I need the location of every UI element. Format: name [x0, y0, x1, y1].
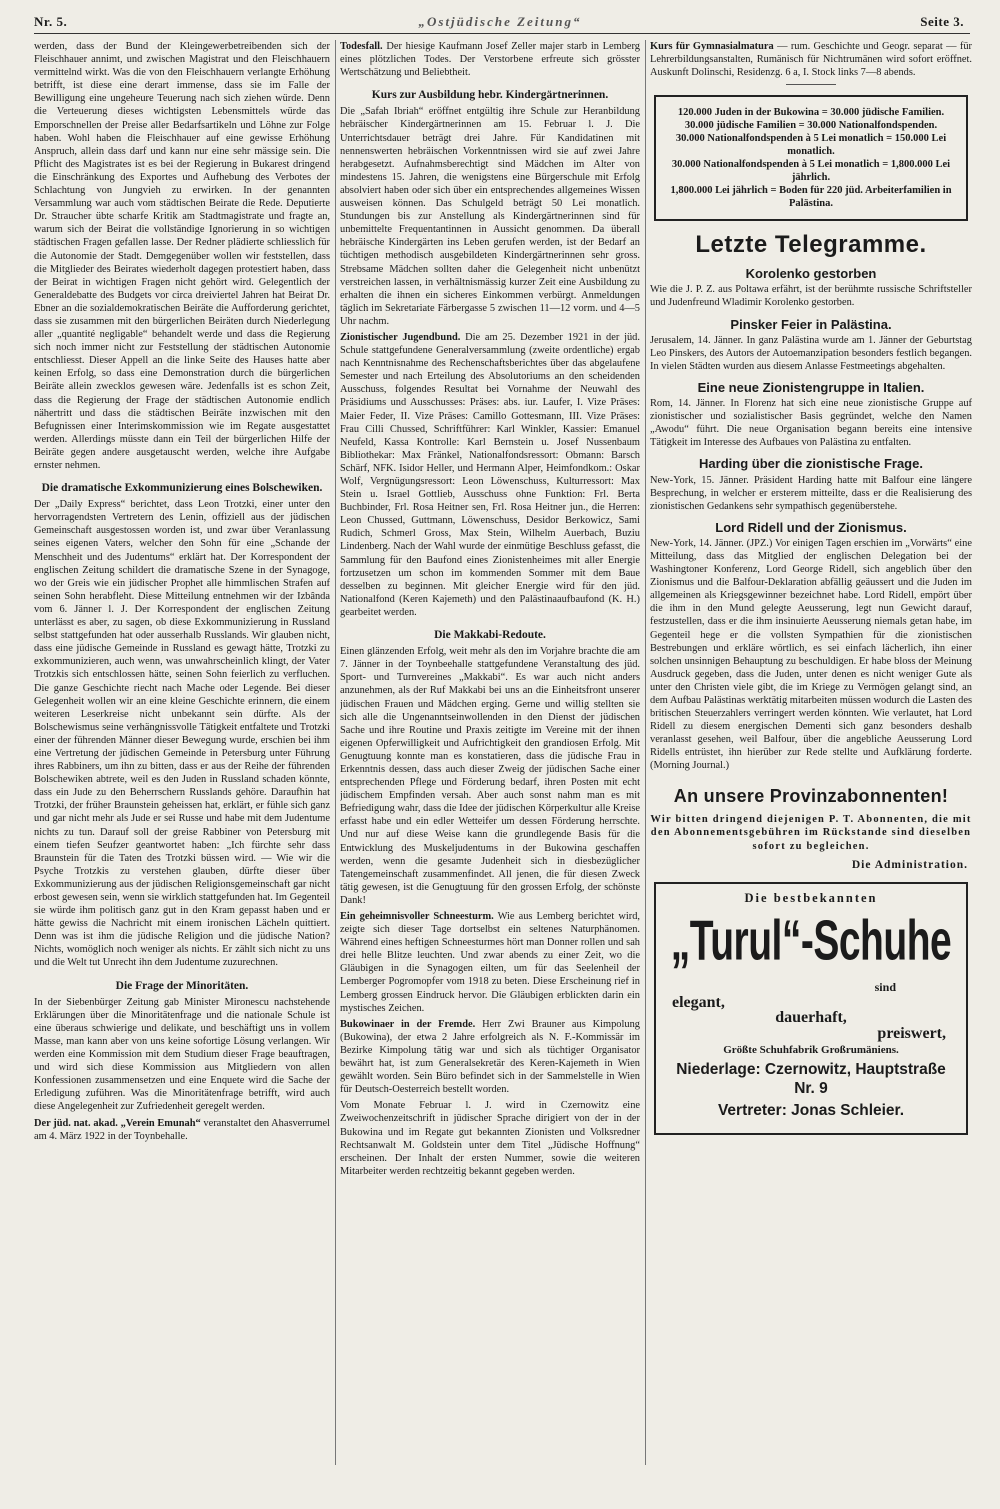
text-todesfall: Der hiesige Kaufmann Josef Zeller majer starb in Lemberg eines plötzlichen Todes. Der Verstorbene erfreute sich grösster Wertschätzung und Beliebtheit. [340, 41, 640, 79]
article-todesfall [340, 40, 640, 79]
separator [786, 84, 836, 85]
notice-emunah-text: veranstaltet den Ahasverrumel am 4. März 1922 in der Toynbehalle. [34, 1117, 330, 1142]
article-bukowinaer [340, 1018, 640, 1097]
provinz-title: An unsere Provinzabonnenten! [673, 785, 949, 806]
heading-jugendbund: Zionistischer Jugendbund. [340, 331, 461, 343]
telegram-harding: New-York, 15. Jänner. Präsident Harding hatte mit Balfour eine längere Besprechung, in welcher er ersterem mitteilte, dass er die Realisierung des zionistischen Gedankens sehr sympathisch gegenüberstehe. [650, 474, 972, 512]
text-jugendbund: Die am 25. Dezember 1921 in der jüd. Schule stattgefundene Generalversammlung (zweite ordentliche) ergab nach Kenntnisnahme des Rechenschaftsberichtes über das abgelaufene Semester und nach Erteilung des Absolutoriums an den scheidenden Ausschuss, folgendes Resultat bei Vornahme der Neuwahl des Präsidiums und Ausschusses: Präses: abs. iur. Laufer, I. Vize Präses: Maier Feder, II. Vize Präses: Camillo Gottesmann, III. Vize Präses: Frau Cilli Chussed, Schriftführer: Karl Winkler, Kassier: Emanuel Neufeld, Kassa Kontrolle: Karl Bernstein u. Josef Nussenbaum Bibliothekar: Max Fränkel, Nationalfondsressort: Obmann: Barsch Schärf, NFK. Isidor Heller, und Hermann Alper, Heimfondkom.: Oskar Wolf, Vergnügungsressort: Leon Löwenschuss, Kulturressort: Max Stein u. Israel Gottlieb, Ausschuss ohne Funktion: Frl. Berta Buchbinder, Frl. Rosa Heitner sen, Frl. Rosa Heitner jun., die Herren: Leon Chussed, Guttmann, Löwenschuss, Desidor Berkowicz, Sami Rudich, Schmerl Gross, Max Stein, Wilhelm Auerbach, Buziu Lindenberg. Nach der Wahl wurde der einmütige Beschluss gefasst, die Sammlung für den Baufond eines Zionistenheimes mit aller Energie fortzusetzen um schon im kommenden Sommer mit dem Baue desselben zu beginnen. Mit gleicher Energie wird für den jüd. Nationalfond (Keren Kajemeth) und den Palästinaaufbaufond (K. H.) gearbeitet werden. [340, 331, 640, 618]
box-line: 1,800.000 Lei jährlich = Boden für 220 jüd. Arbeiterfamilien in Palästina. [670, 185, 952, 210]
article-municipal: werden, dass der Bund der Kleingewerbetreibenden sich der Fleischhauer annimt, und zwischen Magistrat und den Fleischhauern vermittelnd wirkt. Was die von den Fleischhauern verlangte Erhöhung betrifft, ist diese eine derart immense, dass sie im Falle der Bewilligung eine ungeheure Teuerung nach sich ziehen würde. Denn die Verteuerung dieses wichtigsten Lebensmittels würde das Emporschnellen der Preise aller Bedarfsartikeln und Löhne zur Folge haben. Wohl haben die Fleischhauer auf eine gewisse Erhöhung Anspruch, allein dass darf und kann nur eine sehr mässige sein. Die Pflicht des Magistrates ist es bei der Regierung in Bukarest dringend die Einschränkung des Exportes und Aufhebung des Verbotes der Schlachtung von Jungvieh zu erwirken. In der genannten Versammlung war auch vom städtischen Beirate die Rede. Deputierte Dr. Straucher übte scharfe Kritik am Stadtmagistrate und fragte an, warum sich der Beirat die vollständige Ignorierung in so wichtigen städtischen Fragen gefallen lasse. Der Redner plädierte schliesslich für die Autonomie der Stadt. Demgegenüber wollen wir feststellen, dass die Mitglieder des Beirates wiederholt dagegen protestiert haben, dass der Beirat in wichtigen Fragen nicht gehört wird. Gelegentlich der Generaldebatte des Budgets vor circa dreiviertel Jahren hat Beirat Dr. Ebner an die sozialdemokratischen Beiräte die Aufforderung gerichtet, dass sie zusammen mit den bürgerlichen Beiräten durch Niederlegung aller „quantité negligable“ behandelt werde und dass die Regierung sich noch immer nicht zur Feststellung der städtischen Autonomie entschliesst. Dieser Appell an die linke Seite des Hauses hatte aber keinen Erfolg, so dass eine Demonstration durch die bürgerlichen Beiräte allein zwecklos gewesen wäre. Jedenfalls ist es schon Zeit, dass die Regierung der Frage der städtischen Autonomie endlich nähertritt und dass die städtischen Beiräte inzwischen mit den Befugnissen einer Interimskommission wie im Regate ausgestattet werden. Allerdings müsste dann ein Teil der bürgerlichen Hilfe der Beiräte gegen andere ausgetauscht werden, welche ihre Aufgabe ernster nehmen. [34, 41, 330, 471]
heading-ridell: Lord Ridell und der Zionismus. [715, 519, 907, 535]
ad-store: Niederlage: Czernowitz, Hauptstraße Nr. 9 [676, 1060, 946, 1097]
notice-emunah [34, 1117, 330, 1143]
ad-dauerhaft: dauerhaft, [775, 1009, 847, 1027]
heading-pinsker: Pinsker Feier in Palästina. [730, 316, 892, 332]
heading-todesfall: Todesfall. [340, 41, 383, 52]
heading-harding: Harding über die zionistische Frage. [699, 456, 923, 472]
nationalfond-box [654, 95, 968, 221]
heading-gymnasialmatura: Kurs für Gymnasialmatura [650, 41, 774, 52]
ad-preiswert: preiswert, [877, 1024, 946, 1042]
article-jugendbund [340, 331, 640, 619]
text-schneesturm: Wie aus Lemberg berichtet wird, zeigte sich dieser Tage dortselbst ein seltenes Naturphänomen. Während eines heftigen Schneesturmes hört man Donner rollen und sah drei helle Blitze leuchten. Und zwar abends zu einer Zeit, wo die Gläubigen in die Synagogen eilten, um für das Seelenheil der Lemberger Pogromopfer vom 1918 zu beten. Diese Erscheinung rief in Lemberg grossen Eindruck hervor. Die Gläubigen erblickten darin ein mystisches Zeichen. [340, 911, 640, 1014]
provinz-text: Wir bitten dringend diejenigen P. T. Abonnenten, die mit den Abonnementsgebühren im Rückstande sind dieselben sofort zu begleichen. [650, 813, 972, 852]
ad-top-line: Die bestbekannten [744, 891, 878, 906]
text-bukowinaer: Herr Zwi Brauner aus Kimpolung (Bukowina), der etwa 2 Jahre erfolgreich als N. F.-Kommissär im Bezirke Kimpolung tätig war und sich als tüchtiger Organisator bewährt hat, ist zum Generalsekretär des Keren-Kajemeth in Wien gewählt worden. Sein Büro befindet sich in der Sammelstelle in Wien für Deutsch-Oesterreich bestellt worden. [340, 1018, 640, 1096]
heading-schneesturm: Ein geheimnisvoller Schneesturm. [340, 911, 494, 922]
column-rule-2 [645, 40, 646, 1465]
heading-minoritaeten: Die Frage der Minoritäten. [115, 979, 249, 992]
ad-factory: Größte Schuhfabrik Großrumäniens. [723, 1043, 899, 1056]
masthead-title: „Ostjüdische Zeitung“ [418, 14, 582, 29]
article-zeitschrift: Vom Monate Februar l. J. wird in Czernowitz eine Zweiwochenzeitschrift in jüdischer Sprache dirigiert von der in der Bukowina und im Regate gut bekannten Zionisten und Volksredner Rechtsanwalt M. Goldstein unter dem Titel „Jüdische Hoffnung“ erscheinen. Der Inhalt der ersten Nummer, sowie die weiteren Mitarbeiter werden rechtzeitig bekannt gegeben werden. [340, 1100, 640, 1177]
page-number: Seite 3. [920, 14, 964, 29]
ad-title: „Turul“-Schuhe [670, 910, 952, 973]
box-line: 30.000 jüdische Familien = 30.000 Nationalfondspenden. [684, 120, 938, 132]
turul-advertisement [654, 882, 968, 1135]
telegrams-title: Letzte Telegramme. [695, 231, 927, 259]
article-exkommunizierung: Der „Daily Express“ berichtet, dass Leon Trotzki, einer unter den hervorragendsten Vertretern des Lenin, offiziell aus der jüdischen Gemeinschaft ausgestossen worden ist, und zwar über Veranlassung seines eigenen Vaters, welcher den Sohn für eine „Schande der Menschheit und des Judentums“ erklärt hat. Der Korrespondent der englischen Zeitung schildert die dramatische Szene in der Synagoge, wo der Greis wie ein jüdischer Prophet alle himmlischen Strafen auf seinen Sohn herabfleht. Diese Mitteilung entnehmen wir der Izbânda vom 6. Jänner l. J. Der Korrespondent der englischen Zeitung unterlässt es aber, zu sagen, ob diese Exkommunizierung in Russland selbst stattgefunden hat oder ausserhalb Russlands. Wir glauben nicht, dass eine jüdische Gemeinde in Russland es gewagt hätte, Trotzki zu exkommunizieren, auch wenn, was unwahrscheinlich klingt, der Vater Trotzkis sich entschlossen hätte, seinen Sohn feierlich zu verfluchen. Die ganze Geschichte riecht nach Mache oder Legende. Bei dieser Gelegenheit wollen wir an eine kleine Geschichte erinnern, die einem weiteren Leserkreise nicht unbekannt sein dürfte. Als der Bolschewismus seine verhängnissvolle Tätigkeit entfaltete und Trotzki einer der führenden Männer dieser Bewegung wurde, erschien bei ihm eine Vertretung der jüdischen Gemeinde in Petersburg unter Führung ihres Rabbiners, um ihn zu bitten, dass er aus der Reihe der führenden Bolschewiken abtrete, weil es den Juden in Russland schaden könnte, dass ein Jude zu den Beherrschern Russlands gehöre. Daraufhin hat Trotzki, der früher Braunstein geheissen hat, erklärt, er fühle sich ganz und gar nicht mehr als Jude er sei Russe und habe mit dem Judentume nichts zu tun. Darauf soll der greise Rabbiner von Petersburg mit einem tiefen Seufzer geantwortet haben: „Ich fürchte sehr dass Braunstein für die Taten des Trotzki büssen wird. — Wie wir die Psyche Trotzkis zu verstehen glauben, dürfte dieser über Exkommunizierung aus der jüdischen Religionsgemeinschaft gar nicht erbost gewesen sein, wenn sie wirklich stattgefunden hat. Im Gegenteil sie würde ihm politisch ganz gut in den Kram gepasst haben und er hätte gewiss die Nachricht mit einem ironischen Lächeln quittiert. Denn was ist ihm die jüdische Religion und die jüdische Nation? Nichts, womöglich noch weniger als nichts. Er zählt sich nicht zu uns und die Welt tut Unrecht ihn dem Judentume zuzurechnen. [34, 499, 330, 969]
box-line: 30.000 Nationalfondspenden à 5 Lei monatlich = 1,800.000 Lei jährlich. [671, 159, 951, 184]
article-schneesturm [340, 910, 640, 1015]
heading-exkommunizierung: Die dramatische Exkommunizierung eines Bolschewiken. [41, 482, 323, 495]
article-makkabi: Einen glänzenden Erfolg, weit mehr als den im Vorjahre brachte die am 7. Jänner in der Toynbeehalle stattgefundene Veranstaltung des jüd. Sport- und Turnvereines „Makkabi“. Es war auch nicht anders anzunehmen, als der Ruf Makkabi bei uns an die Einheitsfront unserer jüdischen Frauen und Mädchen erging. Gerne und willig stellten sie sich alle die Ungenanntseinwollenden in den Dienst der jüdischen Sache und ihre Routine und Praxis zeitigte im Vereine mit der ihnen eigenen Opferwilligkeit und Aufrichtigkeit den grandiosen Erfolg. Mit Genugtuung konnte man es konstatieren, dass die jüdische Frau in Erkenntnis dessen, dass auch dieser Zweig der jüdischen Sache einer entsprechenden Pflege und Förderung bedarf, ihren Posten mit echt jüdischem Empfinden versah. Aber auch sonst nahm man es mit Befriedigung wahr, dass die Idee der jüdischen Körperkultur alle Kreise erfasst habe und ein edler Wetteifer um dessen Förderung herrschte. Und nur auf diese Weise kann die grundlegende Basis für die Entwicklung des Muskeljudentums in der Bukowina geschaffen werden, wenn die gesamte Judenheit sich in diesbezüglicher Tatengemeinschaft zusammenfindet. All jenen, die für diesen Zweck tätig gewesen, ist die Genugtuung für den grossen Erfolg, der schönste Dank! [340, 646, 640, 906]
box-line: 30.000 Nationalfondspenden à 5 Lei monatlich = 150.000 Lei monatlich. [675, 133, 947, 158]
article-kindergaertnerinnen: Die „Safah Ibriah“ eröffnet entgültig ihre Schule zur Heranbildung hebräischer Kindergärtnerinnen am 15. Februar l. J. Die Unterrichtsdauer beträgt drei Jahre. Für Kandidatinen mit nennenswerten hebräischen Vorkenntnissen wird sie auf zwei Jahre herabgesetzt. Aufnahmsberechtigt sind Mädchen im Alter von mindestens 15. Jahren, die wenigstens eine Bürgerschule mit Erfolg absolviert haben oder sich über ein entsprechendes allgemeines Wissen ausweisen können. Das Schulgeld beträgt 50 Lei monatlich. Stundungen bis zur Anstellung als Kindergärtnerinnen sind für unbemittelte Frequentantinnen in Aussicht genommen. Da überall hebräische Kindergärten ins Leben gerufen werden, ist der Bedarf an tüchtigen methodisch ausgebildeten Kindergärtnerinnen sehr gross. Strebsame Mädchen sollten daher die Gelegenheit nicht unbenützt verstreichen lassen, in verhältnismässig kurzer Zeit eine Ausbildung zu erhalten die ihnen ein sicheres Einkommen verbürgt. Anmeldungen täglich im Sekretariate Färbergasse 5 zwischen 11—12 vorm. und 4—5 Uhr nachm. [340, 106, 640, 327]
column-rule-1 [335, 40, 336, 1465]
text-gymnasialmatura: — rum. Geschichte und Geogr. separat — für Lehrerbildungsanstalten, Rumänisch für Nichtrumänen wird sofort eröffnet. Auskunft Dolinschi, Residenzg. 6 a, I. Stock links 7—8 abends. [650, 41, 972, 79]
box-line: 120.000 Juden in der Bukowina = 30.000 jüdische Familien. [677, 107, 945, 119]
telegram-italien: Rom, 14. Jänner. In Florenz hat sich eine neue zionistische Gruppe auf zionistischer und sozialistischer Basis gegründet, welche den Namen „Awodu“ führt. Die neue Organisation begann bereits eine intensive Tätigkeit im Interesse des Aufbaues von Palästina zu entfalten. [650, 398, 972, 449]
column-right [650, 40, 972, 1500]
telegram-pinsker: Jerusalem, 14. Jänner. In ganz Palästina wurde am 1. Jänner der Geburtstag Leo Pinskers, des Autors der Autoemanzipation besonders festlich begangen. In vielen Städten wurden aus diesem Anlasse Festmeetings abgehalten. [650, 334, 972, 372]
ad-sind: sind [874, 980, 896, 995]
heading-kindergaertnerinnen: Kurs zur Ausbildung hebr. Kindergärtnerinnen. [371, 89, 609, 102]
issue-number: Nr. 5. [34, 14, 68, 29]
article-minoritaeten: In der Siebenbürger Zeitung gab Minister Mironescu nachstehende Erklärungen über die Minoritätenfrage und die nationale Schule ist eine überaus schwierige und delikate, und beschäftigt uns in vollem Masse, man kann aber von uns keine sofortige Lösung verlangen. Wir werden eine Kommission mit dem Studium dieser Frage beauftragen, und wird sich diese Kommission aus Mitgliedern von allen Konfessionen zusammensetzen und eine Enquete wird die Sache der Erledigung zuführen. Was die Minoritätenfrage betrifft, wird auch diese Angelegenheit zur Zufriedenheit geregelt werden. [34, 996, 330, 1113]
heading-italien: Eine neue Zionistengruppe in Italien. [697, 379, 925, 395]
ad-agent: Vertreter: Jonas Schleier. [717, 1101, 905, 1119]
provinz-signature: Die Administration. [851, 859, 968, 872]
column-left [34, 40, 330, 1500]
header-rule [34, 33, 970, 34]
notice-gymnasialmatura [650, 40, 972, 79]
heading-makkabi: Die Makkabi-Redoute. [434, 629, 546, 642]
ad-elegant: elegant, [672, 994, 725, 1012]
heading-bukowinaer: Bukowinaer in der Fremde. [340, 1018, 476, 1030]
heading-korolenko: Korolenko gestorben [745, 266, 877, 282]
notice-emunah-heading: Der jüd. nat. akad. „Verein Emunah“ [34, 1117, 201, 1129]
telegram-korolenko: Wie die J. P. Z. aus Poltawa erfährt, ist der berühmte russische Schriftsteller und Judenfreund Wladimir Korolenko gestorben. [650, 284, 972, 309]
telegram-ridell: New-York, 14. Jänner. (JPZ.) Vor einigen Tagen erschien im „Vorwärts“ eine Mitteilung, dass das Mitglied der englischen Delegation bei der Washingtoner Konferenz, Lord George Ridell, sich angeblich über den Zionismus und die Balfour-Deklaration abfällig geäussert und die Juden im allgemeinen als Kriegsgewinner bezeichnet habe. Lord Ridell, empört über die ihm in den Mund gelegte Aeusserung, legt nun Gewicht darauf, festzustellen, dass er die ihm insinuierte Aeusserung niemals getan habe, im Gegenteil hege er die vollsten Sympathien für die zionistischen Bestrebungen und erkläre wörtlich, es sei einfach lächerlich, ihn einer solchen unsinnigen Behauptung zu beschuldigen. Er habe bloss der Meinung Ausdruck gegeben, dass die Juden, unter denen es nicht weniger Gute als unter den Christen viele gibt, die im Kriege zu Vermögen gelangt sind, an dem Aufbau Palästinas werktätig mitarbeiten müssen wodurch die Lasten des britischen Steuerzahlers verringert werden könnten. Wie verlautet, hat Lord Ridell zu diesem energischen Dementi sich ganz besonders deshalb veranlasst gesehen, weil Balfour, über die angebliche Aeusserung Lord Ridells entrüstet, ihn hierüber zur Rede stellte und Aufklärung forderte. (Morning Journal.) [650, 537, 972, 772]
column-middle [340, 40, 640, 1500]
